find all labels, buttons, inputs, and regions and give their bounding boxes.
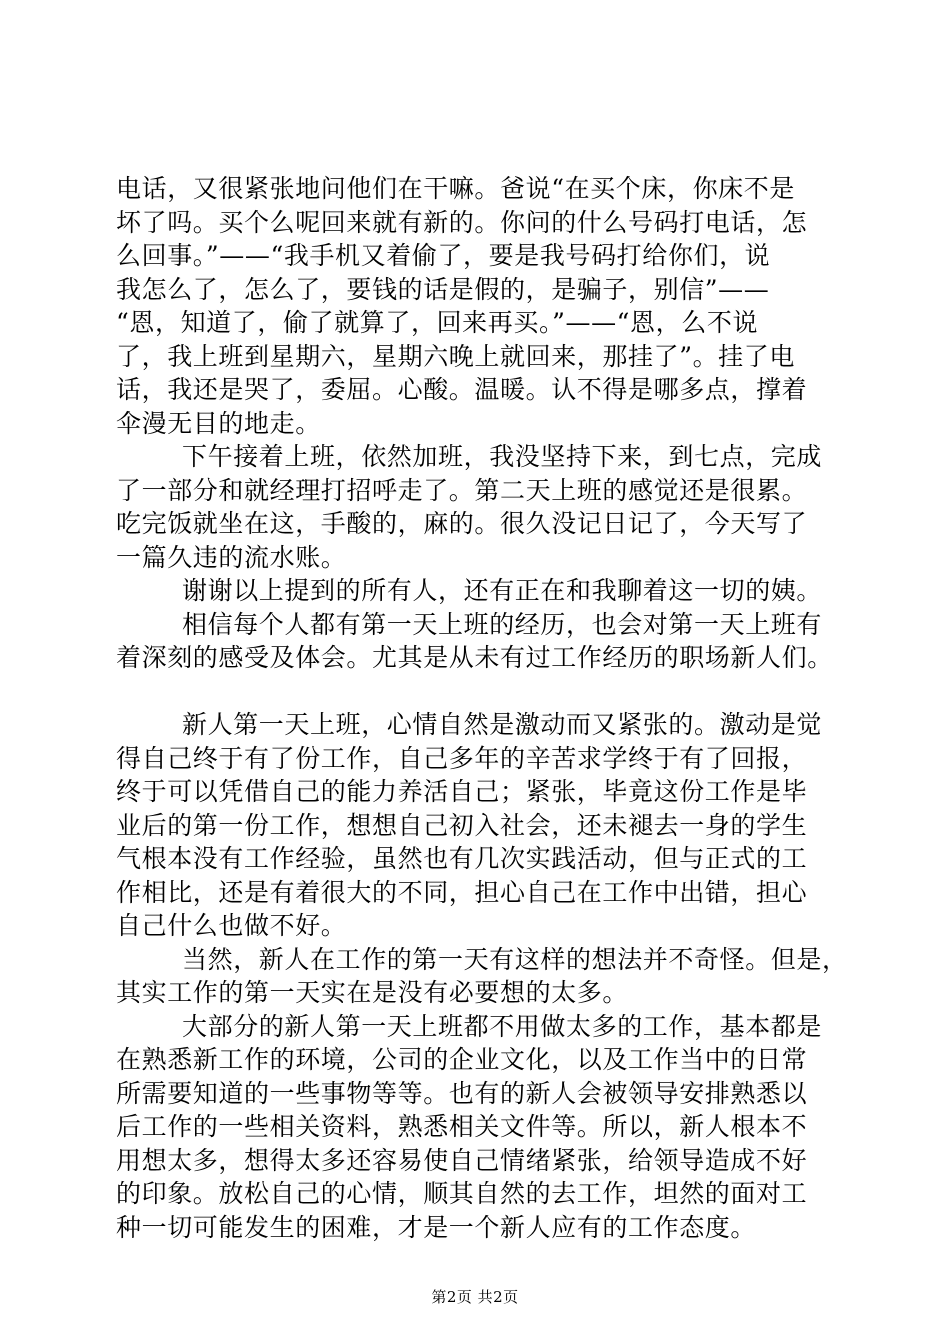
text-line: 大部分的新人第一天上班都不用做太多的工作，基本都是 <box>182 1011 823 1041</box>
text-line: 伞漫无目的地走。 <box>116 408 321 438</box>
text-line: 作相比，还是有着很大的不同，担心自己在工作中出错，担心 <box>116 877 808 907</box>
text-line: 我怎么了，怎么了，要钱的话是假的，是骗子，别信”—— <box>116 274 770 304</box>
text-line: 其实工作的第一天实在是没有必要想的太多。 <box>116 978 629 1007</box>
text-line: 坏了吗。买个么呢回来就有新的。你问的什么号码打电话，怎 <box>116 207 808 237</box>
text-line: 谢谢以上提到的所有人，还有正在和我聊着这一切的姨。 <box>182 576 823 605</box>
text-line: 吃完饭就坐在这，手酸的，麻的。很久没记日记了，今天写了 <box>116 509 808 538</box>
text-line: 用想太多，想得太多还容易使自己情绪紧张，给领导造成不好 <box>116 1145 808 1175</box>
text-line: 相信每个人都有第一天上班的经历，也会对第一天上班有 <box>182 609 823 639</box>
text-line: 所需要知道的一些事物等等。也有的新人会被领导安排熟悉以 <box>116 1078 808 1108</box>
text-line: 当然，新人在工作的第一天有这样的想法并不奇怪。但是， <box>182 944 848 974</box>
text-line: 自己什么也做不好。 <box>116 911 347 940</box>
text-line: 着深刻的感受及体会。尤其是从未有过工作经历的职场新人们。 <box>116 643 833 672</box>
document-body <box>116 172 848 1244</box>
text-line: 一篇久违的流水账。 <box>116 542 347 572</box>
text-line: 种一切可能发生的困难，才是一个新人应有的工作态度。 <box>116 1212 757 1242</box>
text-line: 终于可以凭借自己的能力养活自己；紧张，毕竟这份工作是毕 <box>116 777 808 806</box>
text-line: 后工作的一些相关资料，熟悉相关文件等。所以，新人根本不 <box>116 1112 808 1141</box>
text-line: 下午接着上班，依然加班，我没坚持下来，到七点，完成 <box>182 442 823 471</box>
page-footer: 第2页 共2页 <box>431 1288 519 1306</box>
text-line: 的印象。放松自己的心情，顺其自然的去工作，坦然的面对工 <box>116 1179 808 1208</box>
text-line: 电话，又很紧张地问他们在干嘛。爸说“在买个床，你床不是 <box>116 174 795 203</box>
text-line: 话，我还是哭了，委屈。心酸。温暖。认不得是哪多点，撑着 <box>116 375 808 404</box>
text-line: “恩，知道了，偷了就算了，回来再买。”——“恩，么不说 <box>116 308 759 337</box>
text-line: 么回事。”——“我手机又着偷了，要是我号码打给你们，说 <box>116 241 771 270</box>
text-line: 得自己终于有了份工作，自己多年的辛苦求学终于有了回报， <box>116 743 808 773</box>
text-line: 新人第一天上班，心情自然是激动而又紧张的。激动是觉 <box>182 710 823 739</box>
text-line: 了，我上班到星期六，星期六晚上就回来，那挂了”。挂了电 <box>116 341 795 371</box>
blank-line <box>116 675 836 709</box>
text-line: 业后的第一份工作，想想自己初入社会，还未褪去一身的学生 <box>116 810 808 840</box>
text-line: 了一部分和就经理打招呼走了。第二天上班的感觉还是很累。 <box>116 475 808 505</box>
text-line: 气根本没有工作经验，虽然也有几次实践活动，但与正式的工 <box>116 844 808 873</box>
text-line: 在熟悉新工作的环境，公司的企业文化，以及工作当中的日常 <box>116 1045 808 1074</box>
